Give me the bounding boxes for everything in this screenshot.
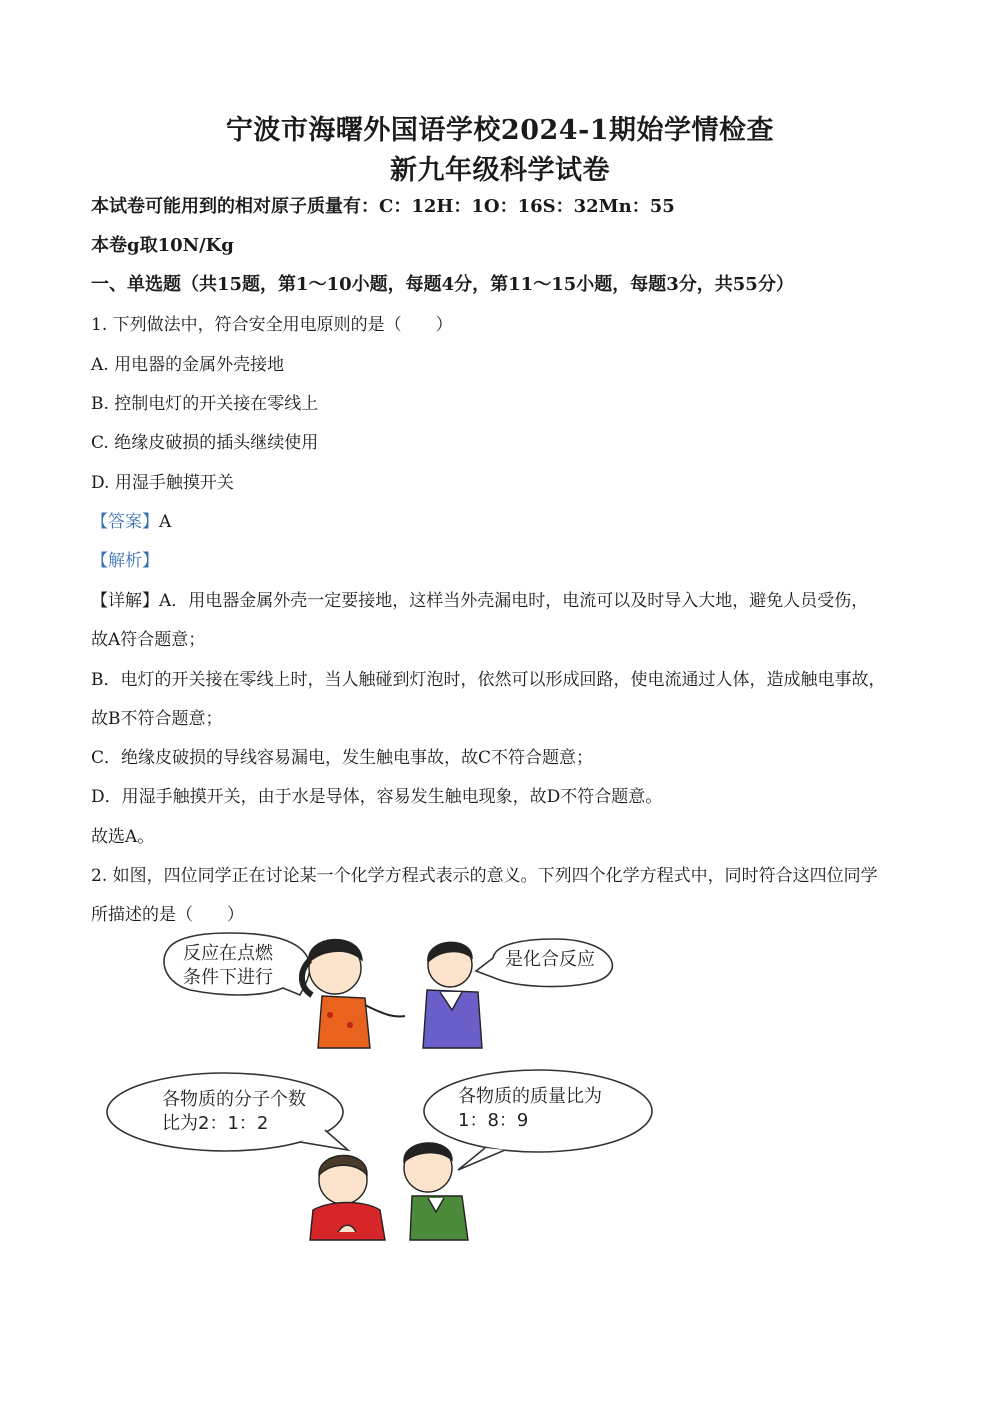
question-2-stem-line-2: 所描述的是（ ）	[91, 905, 244, 925]
bubble-1-line-2: 条件下进行	[183, 967, 273, 988]
detail-text-1: A．用电器金属外壳一定要接地，这样当外壳漏电时，电流可以及时导入大地，避免人员受伤，	[159, 591, 869, 611]
detail-line-4: 故B不符合题意；	[91, 709, 223, 729]
atomic-mass-note: 本试卷可能用到的相对原子质量有：C：12H：1O：16S：32Mn：55	[91, 196, 675, 217]
boy-figure-blue	[423, 942, 482, 1048]
detail-line-6: D．用湿手触摸开关，由于水是导体，容易发生触电现象，故D不符合题意。	[91, 787, 663, 807]
bubble-3-text	[162, 1088, 306, 1136]
bubble-1-text	[183, 942, 273, 990]
answer-value: A	[159, 512, 172, 532]
section-heading: 一、单选题（共15题，第1～10小题，每题4分，第11～15小题，每题3分，共55分）	[91, 274, 794, 295]
question-1-option-c: C. 绝缘皮破损的插头继续使用	[91, 433, 319, 453]
bubble-3-line-1: 各物质的分子个数	[162, 1089, 306, 1110]
boy-figure-red	[310, 1155, 385, 1240]
answer-tag: 【答案】	[91, 512, 159, 532]
question-1-option-d: D. 用湿手触摸开关	[91, 473, 234, 493]
detail-tag: 【详解】	[91, 591, 159, 611]
detail-line-3: B．电灯的开关接在零线上时，当人触碰到灯泡时，依然可以形成回路，使电流通过人体，造成触电事故，	[91, 670, 886, 690]
bubble-4-line-2: 1：8：9	[458, 1110, 529, 1131]
detail-line-5: C．绝缘皮破损的导线容易漏电，发生触电事故，故C不符合题意；	[91, 748, 594, 768]
question-2-stem-line-1: 2. 如图，四位同学正在讨论某一个化学方程式表示的意义。下列四个化学方程式中，同时符合这四位同学	[91, 866, 878, 886]
detail-line-2: 故A符合题意；	[91, 630, 206, 650]
bubble-3-line-2: 比为2：1：2	[162, 1113, 269, 1134]
question-1-option-b: B. 控制电灯的开关接在零线上	[91, 394, 319, 414]
bubble-4-text	[458, 1085, 602, 1133]
exam-title: 宁波市海曙外国语学校2024-1期始学情检查	[225, 115, 775, 146]
boy-figure-green	[404, 1143, 468, 1240]
gravity-note: 本卷g取10N/Kg	[91, 235, 234, 256]
bubble-4-line-1: 各物质的质量比为	[458, 1086, 602, 1107]
detail-line-7: 故选A。	[91, 827, 155, 847]
question-1-option-a: A. 用电器的金属外壳接地	[91, 355, 285, 375]
question-1-stem: 1. 下列做法中，符合安全用电原则的是（ ）	[91, 315, 453, 335]
exam-subtitle: 新九年级科学试卷	[390, 155, 610, 186]
analysis-tag: 【解析】	[91, 551, 159, 571]
girl-figure	[302, 940, 405, 1048]
bubble-2-text: 是化合反应	[505, 949, 595, 970]
bubble-1-line-1: 反应在点燃	[183, 943, 273, 964]
